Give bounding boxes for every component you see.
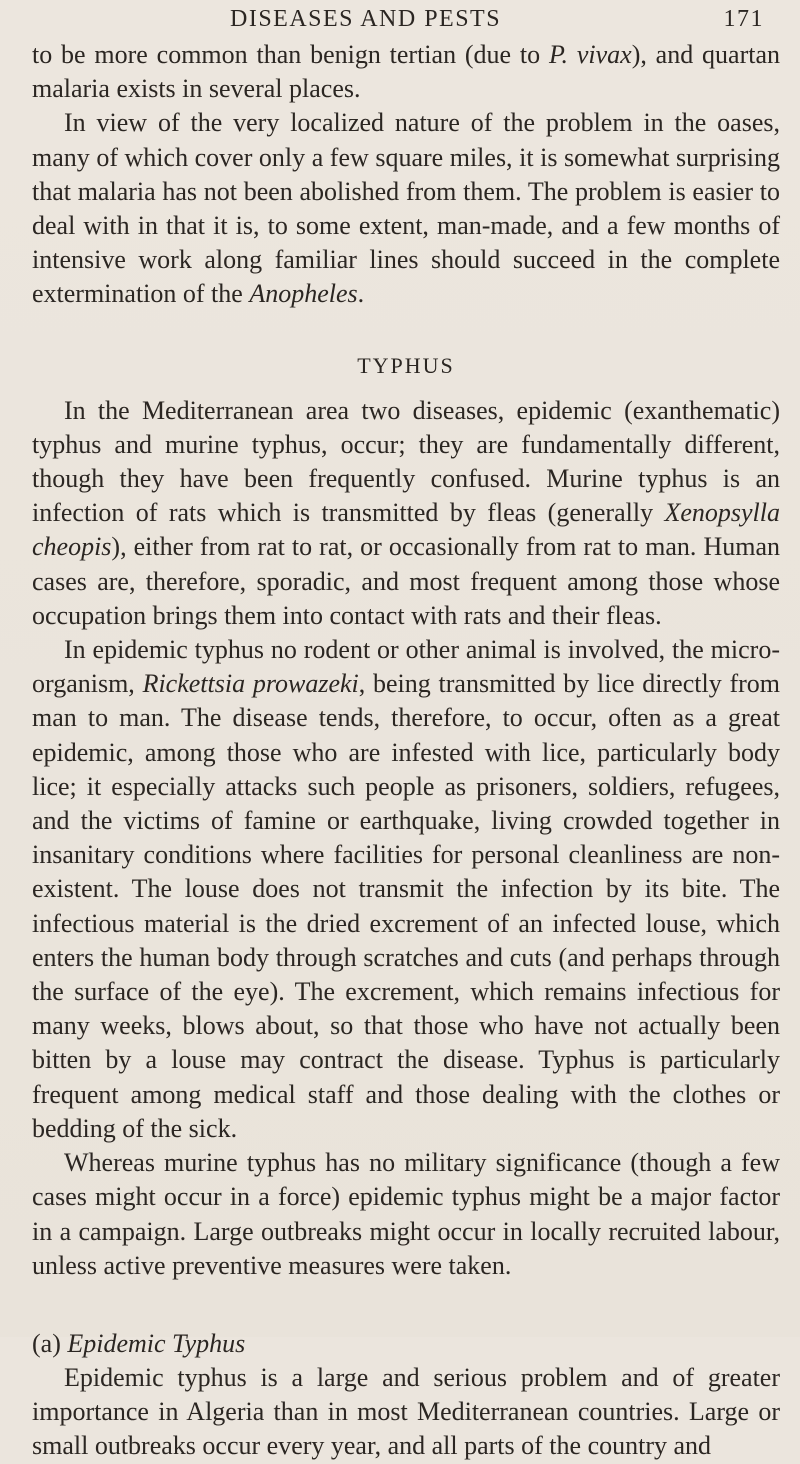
subsection-title: Epidemic Typhus — [67, 1328, 246, 1358]
section-heading-typhus: TYPHUS — [357, 352, 455, 378]
paragraph-military-significance: Whereas murine typhus has no military significance (though a few cases might occur in a force) epidemic typhus might be a major factor in a campaign. Large outbreaks might occur in locally recruited labour, unless active preventive measures were taken. — [32, 1148, 780, 1280]
text-run: ), and quartan malaria exists in several places. — [32, 40, 781, 104]
text-run: to be more common than benign tertian (due to — [32, 40, 549, 69]
page-number: 171 — [723, 6, 764, 32]
genus-name: Anopheles — [249, 279, 358, 309]
paragraph-typhus-intro — [32, 394, 780, 633]
subsection-label: (a) — [32, 1328, 68, 1358]
running-title: DISEASES AND PESTS — [230, 6, 502, 32]
species-name: P. vivax — [548, 40, 632, 69]
species-name: Xenopsylla cheopis — [32, 498, 780, 562]
paragraph-epidemic-typhus — [32, 633, 780, 1146]
text-run: ), either from rat to rat, or occasionally from rat to man. Human cases are, therefore, sporadic, and most frequent among those whose occupation brings them into contact with rats and their fleas. — [32, 532, 780, 630]
text-run: In the Mediterranean area two diseases, epidemic (exanthematic) typhus and murine typhus, occur; they are fundamentally different, though they have been frequently confused. Murine typhus is an infection of rats which is transmitted by fleas (generally — [32, 395, 780, 528]
paragraph-algeria: Epidemic typhus is a large and serious problem and of greater importance in Algeria than in most Mediterranean countries. Large or small outbreaks occur every year, and all parts of the country and — [32, 1362, 780, 1461]
text-run: In epidemic typhus no rodent or other animal is involved, the micro-organism, — [32, 635, 780, 699]
text-run: . — [357, 279, 365, 309]
text-run: In view of the very localized nature of the problem in the oases, many of which cover only a few square miles, it is somewhat surprising that malaria has not been abolished from them. The problem is easier to deal with in that it is, to some extent, man-made, and a few months of intensive work along familiar lines should succeed in the complete extermination of the — [32, 108, 780, 309]
species-name: Rickettsia prowazeki — [142, 669, 359, 699]
paragraph-oases — [32, 106, 780, 311]
body-text — [32, 38, 780, 1464]
text-run: , being transmitted by lice directly from man to man. The disease tends, therefore, to occur, often as a great epidemic, among those who are infested with lice, particularly body lice; it especially attacks such people as prisoners, soldiers, refugees, and the victims of famine or earthquake, living crowded together in insanitary conditions where facilities for personal cleanliness are non-existent. The louse does not transmit the infection by its bite. The infectious material is the dried excrement of an infected louse, which enters the human body through scratches and cuts (and perhaps through the surface of the eye). The excrement, which remains infectious for many weeks, blows about, so that those who have not actually been bitten by a louse may contract the disease. Typhus is particularly frequent among medical staff and those dealing with the clothes or bedding of the sick. — [32, 669, 780, 1143]
paragraph-malaria-continued — [32, 38, 780, 106]
running-head — [0, 4, 800, 34]
subsection-heading — [32, 1327, 780, 1361]
